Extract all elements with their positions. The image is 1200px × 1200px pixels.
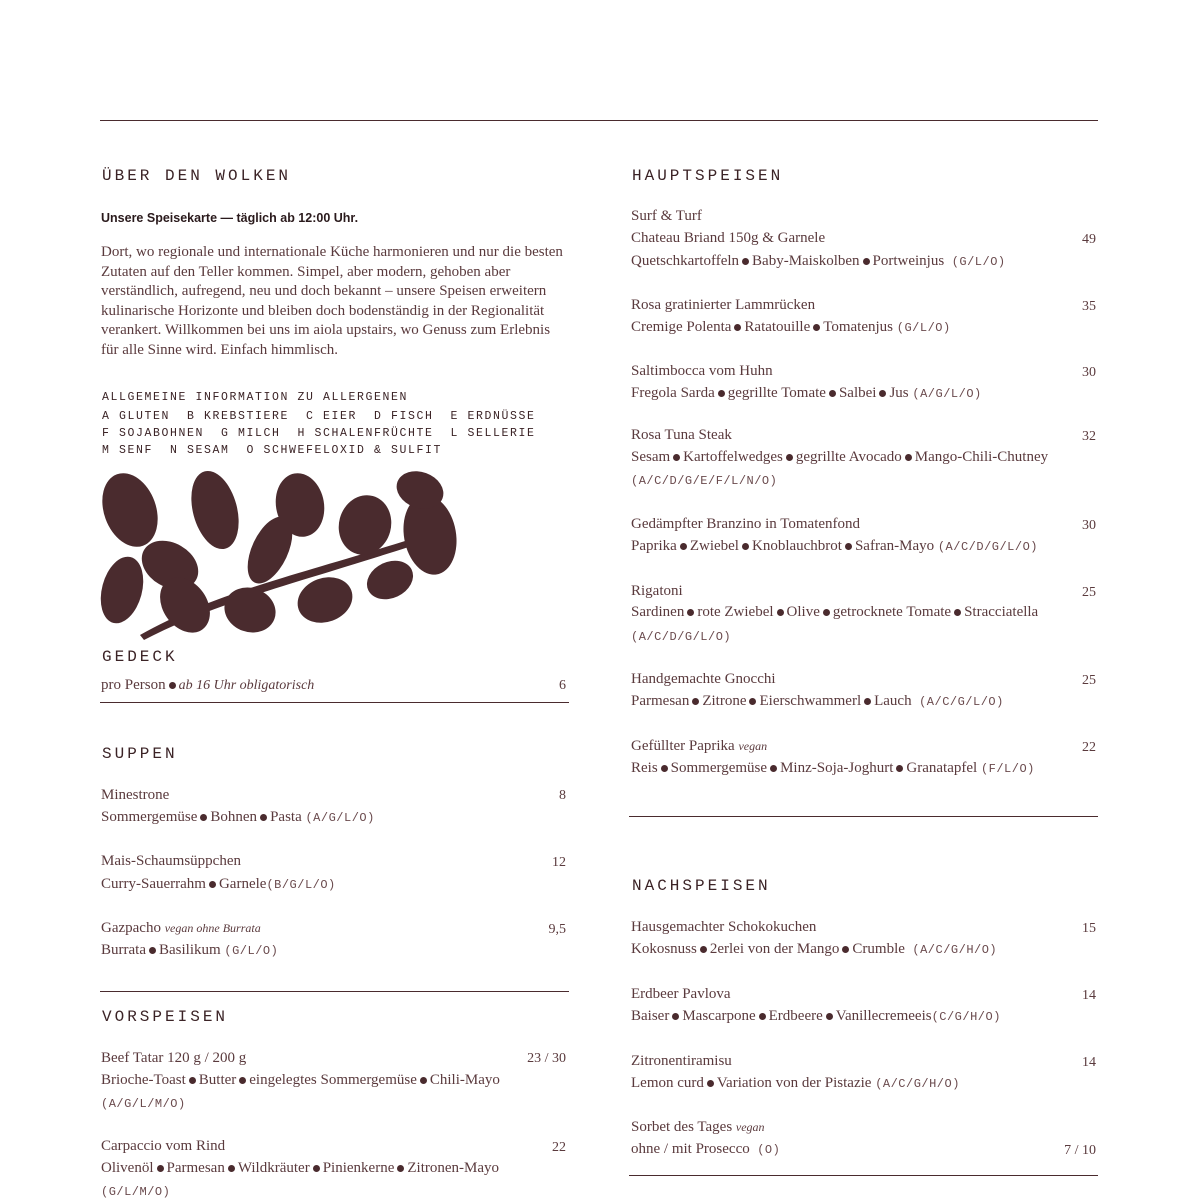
bullet-icon xyxy=(397,1165,404,1172)
dish-name: Surf & Turf xyxy=(631,208,702,224)
bullet-icon xyxy=(786,454,793,461)
desc-item: Jus xyxy=(889,385,909,401)
desc-item: Sesam xyxy=(631,449,671,465)
nachspeisen-title: NACHSPEISEN xyxy=(632,877,771,895)
bullet-icon xyxy=(157,1165,164,1172)
desc-item: Minz-Soja-Joghurt xyxy=(780,760,894,776)
desc-item: Curry-Sauerrahm xyxy=(101,876,206,892)
nachspeisen-divider xyxy=(629,1175,1098,1176)
dish-desc xyxy=(101,876,336,893)
dish-price: 14 xyxy=(1082,988,1096,1003)
dish-desc xyxy=(101,1160,499,1177)
desc-item: Mango-Chili-Chutney xyxy=(914,449,1049,465)
dish-price: 15 xyxy=(1082,921,1096,936)
gedeck-divider xyxy=(100,702,569,703)
allergen-codes: (A/G/L/O) xyxy=(305,811,375,825)
bullet-icon xyxy=(823,609,830,616)
bullet-icon xyxy=(863,258,870,265)
allergen-codes: (O) xyxy=(757,1143,781,1157)
dish-price: 22 xyxy=(1082,740,1096,755)
desc-item: Ratatouille xyxy=(744,319,811,335)
desc-item: Basilikum xyxy=(158,942,221,958)
bullet-icon xyxy=(200,814,207,821)
desc-item: ohne / mit Prosecco xyxy=(631,1141,750,1157)
desc-item: Burrata xyxy=(101,942,146,958)
dish-price: 30 xyxy=(1082,365,1096,380)
bullet-icon xyxy=(239,1077,246,1084)
bullet-icon xyxy=(742,258,749,265)
bullet-icon xyxy=(777,609,784,616)
desc-item: Mascarpone xyxy=(682,1008,756,1024)
bullet-icon xyxy=(420,1077,427,1084)
desc-item: Crumble xyxy=(852,941,905,957)
vorspeisen-title: VORSPEISEN xyxy=(102,1008,229,1026)
allergen-codes: (G/L/M/O) xyxy=(101,1185,171,1199)
desc-item: Eierschwammerl xyxy=(759,693,862,709)
desc-item: Tomatenjus xyxy=(823,319,894,335)
bullet-icon xyxy=(169,682,176,689)
allergen-line-1: A GLUTEN B KREBSTIERE C EIER D FISCH E ERDNÜSSE xyxy=(102,410,536,423)
desc-item: Olivenöl xyxy=(101,1160,154,1176)
dish-name-line-2: Chateau Briand 150g & Garnele xyxy=(631,230,826,246)
bullet-icon xyxy=(672,1013,679,1020)
desc-item: Butter xyxy=(198,1072,237,1088)
gedeck-title: GEDECK xyxy=(102,648,178,666)
bullet-icon xyxy=(829,390,836,397)
about-title: ÜBER DEN WOLKEN xyxy=(102,167,292,185)
dish-desc xyxy=(631,538,1038,555)
desc-item: Parmesan xyxy=(166,1160,225,1176)
desc-item: Stracciatella xyxy=(964,604,1039,620)
bullet-icon xyxy=(864,698,871,705)
suppen-title: SUPPEN xyxy=(102,745,178,763)
dish-name: Erdbeer Pavlova xyxy=(631,986,731,1002)
dish-name-text: Gefüllter Paprika xyxy=(631,738,735,754)
bullet-icon xyxy=(718,390,725,397)
bullet-icon xyxy=(687,609,694,616)
bullet-icon xyxy=(260,814,267,821)
desc-item: Knoblauchbrot xyxy=(751,538,842,554)
dish-desc xyxy=(631,604,1038,621)
bullet-icon xyxy=(845,543,852,550)
desc-item: Quetschkartoffeln xyxy=(631,253,740,269)
dish-price: 23 / 30 xyxy=(527,1051,566,1066)
bullet-icon xyxy=(228,1165,235,1172)
desc-item: Garnele xyxy=(218,876,267,892)
allergen-codes: (B/G/L/O) xyxy=(266,878,336,892)
desc-item: eingelegtes Sommergemüse xyxy=(249,1072,417,1088)
dish-price: 8 xyxy=(559,788,566,803)
bullet-icon xyxy=(189,1077,196,1084)
menu-subtitle: Unsere Speisekarte — täglich ab 12:00 Uhr. xyxy=(101,211,359,225)
dish-name: Rosa Tuna Steak xyxy=(631,427,732,443)
bullet-icon xyxy=(673,454,680,461)
desc-item: Paprika xyxy=(631,538,677,554)
bullet-icon xyxy=(879,390,886,397)
dish-price: 14 xyxy=(1082,1055,1096,1070)
dish-name-text: Sorbet des Tages xyxy=(631,1119,733,1135)
desc-item: gegrillte Avocado xyxy=(795,449,902,465)
bullet-icon xyxy=(896,765,903,772)
suppen-divider xyxy=(100,991,569,992)
top-divider xyxy=(100,120,1098,121)
about-text: Dort, wo regionale und internationale Küche harmonieren und nur die besten Zutaten auf den Teller kommen. Simpel, aber modern, gehoben aber verständlich, aufregend, neu und doch bekannt – unsere Speisen erweitern kulinarische Horizonte und bleiben doch bodenständig in der Regionalität verankert. Willkommen bei uns im aiola upstairs, wo Genuss zum Erlebnis für alle Sinne wird. Einfach himmlisch. xyxy=(101,244,563,358)
dish-desc xyxy=(101,942,278,959)
bullet-icon xyxy=(692,698,699,705)
dish-desc xyxy=(631,319,951,336)
desc-item: Brioche-Toast xyxy=(101,1072,186,1088)
dish-desc xyxy=(101,809,375,826)
desc-item: Pinienkerne xyxy=(322,1160,395,1176)
desc-item: Variation von der Pistazie xyxy=(716,1075,872,1091)
desc-item: Wildkräuter xyxy=(237,1160,310,1176)
gedeck-desc-a: pro Person xyxy=(101,677,166,693)
bullet-icon xyxy=(700,946,707,953)
allergen-codes: (G/L/O) xyxy=(224,944,279,958)
gedeck-price: 6 xyxy=(559,678,566,693)
bullet-icon xyxy=(661,765,668,772)
dish-price: 12 xyxy=(552,855,566,870)
dish-desc xyxy=(631,760,1035,777)
dish-name-text: Gazpacho xyxy=(101,920,161,936)
gedeck-desc xyxy=(101,677,314,694)
desc-item: Sardinen xyxy=(631,604,685,620)
bullet-icon xyxy=(734,324,741,331)
bullet-icon xyxy=(842,946,849,953)
allergen-line-2: F SOJABOHNEN G MILCH H SCHALENFRÜCHTE L SELLERIE xyxy=(102,427,536,440)
dish-price: 30 xyxy=(1082,518,1096,533)
allergen-codes: (A/C/G/L/O) xyxy=(919,695,1004,709)
desc-item: Portweinjus xyxy=(872,253,945,269)
desc-item: Cremige Polenta xyxy=(631,319,732,335)
dish-tag: vegan xyxy=(735,1120,765,1134)
bullet-icon xyxy=(680,543,687,550)
dish-price: 9,5 xyxy=(548,922,566,937)
desc-item: Pasta xyxy=(270,809,302,825)
desc-item: Safran-Mayo xyxy=(854,538,935,554)
dish-name: Zitronentiramisu xyxy=(631,1053,732,1069)
allergen-codes: (G/L/O) xyxy=(951,255,1006,269)
dish-price: 25 xyxy=(1082,585,1096,600)
allergen-codes: (G/L/O) xyxy=(896,321,951,335)
desc-item: Vanillecremeeis xyxy=(835,1008,932,1024)
dish-name: Carpaccio vom Rind xyxy=(101,1138,226,1154)
dish-name: Gedämpfter Branzino in Tomatenfond xyxy=(631,516,861,532)
bullet-icon xyxy=(707,1080,714,1087)
dish-name: Saltimbocca vom Huhn xyxy=(631,363,773,379)
bullet-icon xyxy=(749,698,756,705)
desc-item: Zitronen-Mayo xyxy=(407,1160,499,1176)
dish-price: 32 xyxy=(1082,429,1096,444)
allergen-codes: (F/L/O) xyxy=(980,762,1035,776)
allergen-title: ALLGEMEINE INFORMATION ZU ALLERGENEN xyxy=(102,391,409,404)
dish-name: Hausgemachter Schokokuchen xyxy=(631,919,817,935)
desc-item: getrocknete Tomate xyxy=(832,604,952,620)
dish-desc xyxy=(631,253,1006,270)
bullet-icon xyxy=(770,765,777,772)
dish-desc xyxy=(101,1072,500,1089)
allergen-codes: (A/G/L/O) xyxy=(912,387,982,401)
desc-item: Lauch xyxy=(874,693,912,709)
dish-price: 35 xyxy=(1082,299,1096,314)
desc-item: Reis xyxy=(631,760,658,776)
hauptspeisen-title: HAUPTSPEISEN xyxy=(632,167,784,185)
desc-item: Sommergemüse xyxy=(101,809,198,825)
allergen-codes: (A/C/G/H/O) xyxy=(875,1077,960,1091)
desc-item: Baby-Maiskolben xyxy=(752,253,860,269)
bullet-icon xyxy=(313,1165,320,1172)
desc-item: Chili-Mayo xyxy=(429,1072,500,1088)
dish-price: 49 xyxy=(1082,232,1096,247)
bullet-icon xyxy=(742,543,749,550)
allergen-codes: (A/C/D/G/L/O) xyxy=(631,630,732,644)
allergen-line-3: M SENF N SESAM O SCHWEFELOXID & SULFIT xyxy=(102,444,443,457)
desc-item: Bohnen xyxy=(210,809,258,825)
dish-name xyxy=(631,738,767,755)
dish-name xyxy=(101,920,261,937)
bullet-icon xyxy=(905,454,912,461)
dish-name: Mais-Schaumsüppchen xyxy=(101,853,241,869)
bullet-icon xyxy=(826,1013,833,1020)
dish-name: Minestrone xyxy=(101,787,170,803)
dish-price: 7 / 10 xyxy=(1064,1143,1096,1158)
desc-item: gegrillte Tomate xyxy=(727,385,826,401)
dish-desc xyxy=(631,449,1048,466)
desc-item: Zwiebel xyxy=(689,538,739,554)
desc-item: Granatapfel xyxy=(906,760,978,776)
desc-item: rote Zwiebel xyxy=(697,604,774,620)
desc-item: Erdbeere xyxy=(768,1008,823,1024)
dish-name: Beef Tatar 120 g / 200 g xyxy=(101,1050,247,1066)
dish-desc xyxy=(631,941,997,958)
desc-item: Sommergemüse xyxy=(670,760,768,776)
dish-tag: vegan xyxy=(738,739,768,753)
bullet-icon xyxy=(759,1013,766,1020)
dish-desc xyxy=(631,1075,960,1092)
desc-item: Zitrone xyxy=(702,693,747,709)
dish-desc xyxy=(631,1008,1001,1025)
bullet-icon xyxy=(954,609,961,616)
bullet-icon xyxy=(149,947,156,954)
dish-desc xyxy=(631,385,982,402)
dish-price: 25 xyxy=(1082,673,1096,688)
allergen-codes: (A/C/D/G/E/F/L/N/O) xyxy=(631,474,778,488)
bullet-icon xyxy=(813,324,820,331)
desc-item: Lemon curd xyxy=(631,1075,704,1091)
desc-item: Parmesan xyxy=(631,693,690,709)
desc-item: Kokosnuss xyxy=(631,941,697,957)
dish-name: Rigatoni xyxy=(631,583,683,599)
desc-item: Kartoffelwedges xyxy=(683,449,783,465)
gedeck-desc-b: ab 16 Uhr obligatorisch xyxy=(178,678,315,693)
allergen-codes: (C/G/H/O) xyxy=(931,1010,1001,1024)
dish-tag: vegan ohne Burrata xyxy=(164,921,261,935)
allergen-codes: (A/C/D/G/L/O) xyxy=(937,540,1038,554)
allergen-codes: (A/C/G/H/O) xyxy=(912,943,998,957)
bullet-icon xyxy=(209,881,216,888)
dish-name xyxy=(631,1119,765,1136)
desc-item: Salbei xyxy=(838,385,877,401)
dish-desc xyxy=(631,693,1004,710)
dish-desc xyxy=(631,1141,780,1158)
dish-price: 22 xyxy=(552,1140,566,1155)
desc-item: 2erlei von der Mango xyxy=(709,941,840,957)
leaf-branch-illustration xyxy=(100,470,462,642)
dish-name: Rosa gratinierter Lammrücken xyxy=(631,297,816,313)
desc-item: Olive xyxy=(786,604,820,620)
desc-item: Baiser xyxy=(631,1008,670,1024)
dish-name: Handgemachte Gnocchi xyxy=(631,671,776,687)
allergen-codes: (A/G/L/M/O) xyxy=(101,1097,186,1111)
hauptspeisen-divider xyxy=(629,816,1098,817)
desc-item: Fregola Sarda xyxy=(631,385,715,401)
